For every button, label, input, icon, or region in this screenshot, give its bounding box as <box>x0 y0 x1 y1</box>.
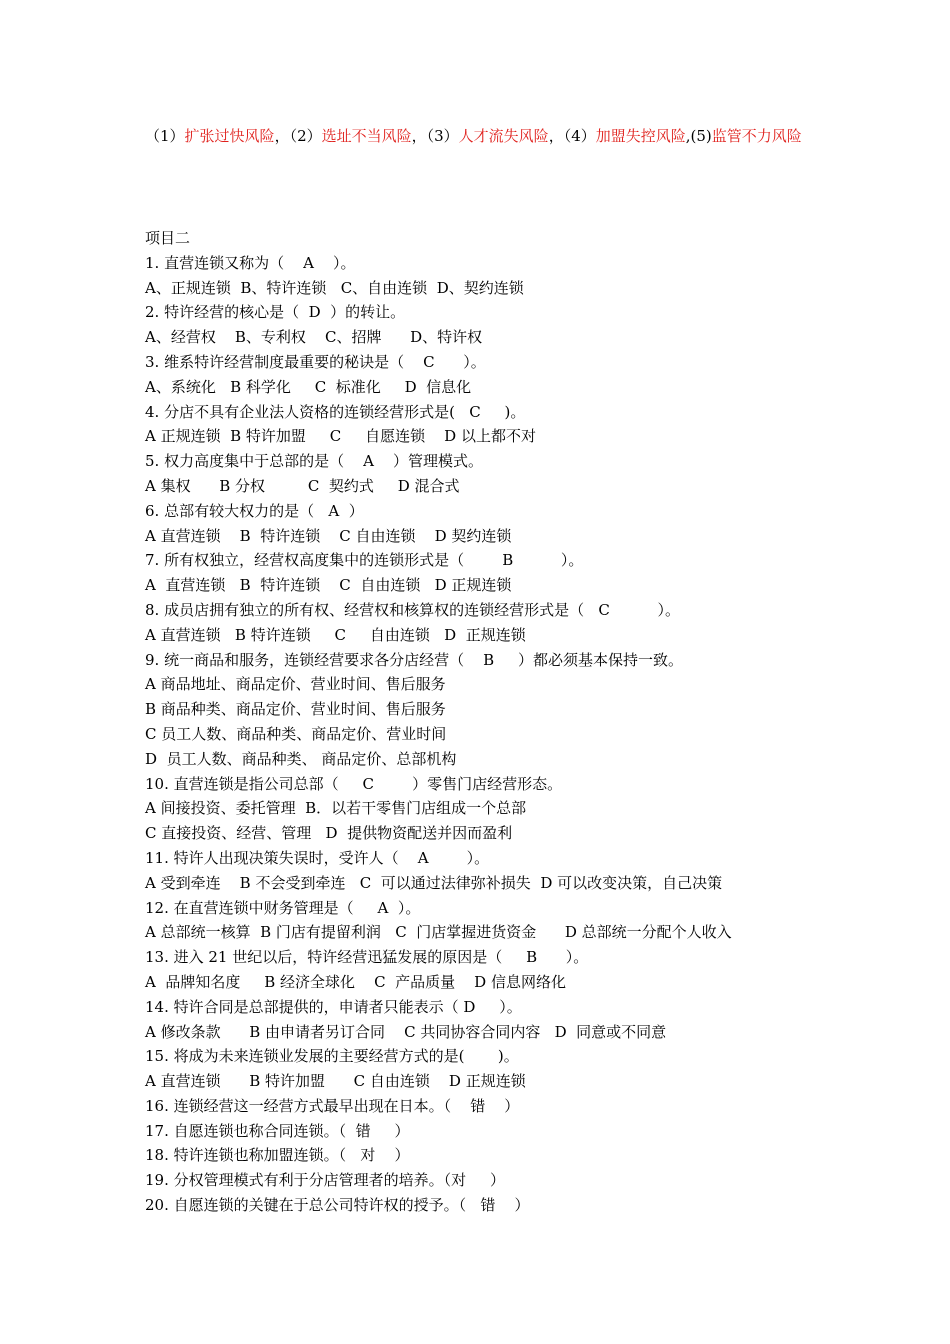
options-line: A、正规连锁 B、特许连锁 C、自由连锁 D、契约连锁 <box>145 278 524 297</box>
question-line: 13. 进入 21 世纪以后，特许经营迅猛发展的原因是（ B ）。 <box>145 948 589 967</box>
options-line: A、经营权 B、专利权 C、招牌 D、特许权 <box>145 328 483 347</box>
options-line: D 员工人数、商品种类、 商品定价、总部机构 <box>145 749 457 768</box>
intro-prefix-2: ，（2） <box>274 127 322 145</box>
options-line: C 直接投资、经营、管理 D 提供物资配送并因而盈利 <box>145 824 513 843</box>
true-false-line: 18. 特许连锁也称加盟连锁。（ 对 ） <box>145 1146 410 1165</box>
options-line: B 商品种类、商品定价、营业时间、售后服务 <box>145 700 446 719</box>
question-line: 7. 所有权独立，经营权高度集中的连锁形式是（ B ）。 <box>145 551 584 570</box>
question-line: 1. 直营连锁又称为（ A ）。 <box>145 253 356 272</box>
risk-2: 选址不当风险 <box>321 127 412 145</box>
question-line: 6. 总部有较大权力的是（ A ） <box>145 501 364 520</box>
options-line: A 直营连锁 B 特许加盟 C 自由连锁 D 正规连锁 <box>145 1072 526 1091</box>
question-line: 4. 分店不具有企业法人资格的连锁经营形式是( C )。 <box>145 402 526 421</box>
intro-prefix-4: ，（4） <box>548 127 596 145</box>
question-list <box>145 226 865 1218</box>
risk-4: 加盟失控风险 <box>595 127 686 145</box>
risk-1: 扩张过快风险 <box>184 127 275 145</box>
question-line: 12. 在直营连锁中财务管理是（ A ）。 <box>145 898 421 917</box>
section-title: 项目二 <box>145 229 191 247</box>
question-line: 8. 成员店拥有独立的所有权、经营权和核算权的连锁经营形式是（ C ）。 <box>145 600 681 619</box>
options-line: A 直营连锁 B 特许连锁 C 自由连锁 D 契约连锁 <box>145 526 512 545</box>
true-false-line: 16. 连锁经营这一经营方式最早出现在日本。（ 错 ） <box>145 1096 520 1115</box>
question-line: 3. 维系特许经营制度最重要的秘诀是（ C ）。 <box>145 352 486 371</box>
options-line: A 直营连锁 B 特许连锁 C 自由连锁 D 正规连锁 <box>145 576 512 595</box>
options-line: A 正规连锁 B 特许加盟 C 自愿连锁 D 以上都不对 <box>145 427 536 446</box>
question-line: 14. 特许合同是总部提供的，申请者只能表示（ D ）。 <box>145 997 522 1016</box>
options-line: C 员工人数、商品种类、商品定价、营业时间 <box>145 724 447 743</box>
intro-paragraph <box>145 124 815 149</box>
options-line: A 修改条款 B 由申请者另订合同 C 共同协容合同内容 D 同意或不同意 <box>145 1022 667 1041</box>
options-line: A 受到牵连 B 不会受到牵连 C 可以通过法律弥补损失 D 可以改变决策，自己决策 <box>145 873 723 892</box>
question-line: 15. 将成为未来连锁业发展的主要经营方式的是( )。 <box>145 1047 519 1066</box>
options-line: A 集权 B 分权 C 契约式 D 混合式 <box>145 476 460 495</box>
true-false-line: 19. 分权管理模式有利于分店管理者的培养。（对 ） <box>145 1171 505 1190</box>
question-line: 5. 权力高度集中于总部的是（ A ）管理模式。 <box>145 452 484 471</box>
question-line: 11. 特许人出现决策失误时，受许人（ A ）。 <box>145 848 490 867</box>
question-line: 9. 统一商品和服务，连锁经营要求各分店经营（ B ）都必须基本保持一致。 <box>145 650 684 669</box>
options-line: A 品牌知名度 B 经济全球化 C 产品质量 D 信息网络化 <box>145 972 566 991</box>
true-false-line: 17. 自愿连锁也称合同连锁。（ 错 ） <box>145 1121 410 1140</box>
true-false-line: 20. 自愿连锁的关键在于总公司特许权的授予。（ 错 ） <box>145 1196 530 1215</box>
options-line: A 商品地址、商品定价、营业时间、售后服务 <box>145 675 446 694</box>
options-line: A、系统化 B 科学化 C 标准化 D 信息化 <box>145 377 472 396</box>
risk-5: 监管不力风险 <box>711 127 802 145</box>
question-line: 2. 特许经营的核心是（ D ）的转让。 <box>145 303 406 322</box>
risk-3: 人才流失风险 <box>458 127 549 145</box>
options-line: A 总部统一核算 B 门店有提留利润 C 门店掌握进货资金 D 总部统一分配个人收入 <box>145 923 732 942</box>
intro-prefix-3: ，（3） <box>411 127 459 145</box>
options-line: A 间接投资、委托管理 B．以若干零售门店组成一个总部 <box>145 799 527 818</box>
question-line: 10. 直营连锁是指公司总部（ C ）零售门店经营形态。 <box>145 774 563 793</box>
intro-prefix-5: ,(5) <box>685 127 712 145</box>
intro-prefix-1: （1） <box>145 127 185 145</box>
options-line: A 直营连锁 B 特许连锁 C 自由连锁 D 正规连锁 <box>145 625 526 644</box>
